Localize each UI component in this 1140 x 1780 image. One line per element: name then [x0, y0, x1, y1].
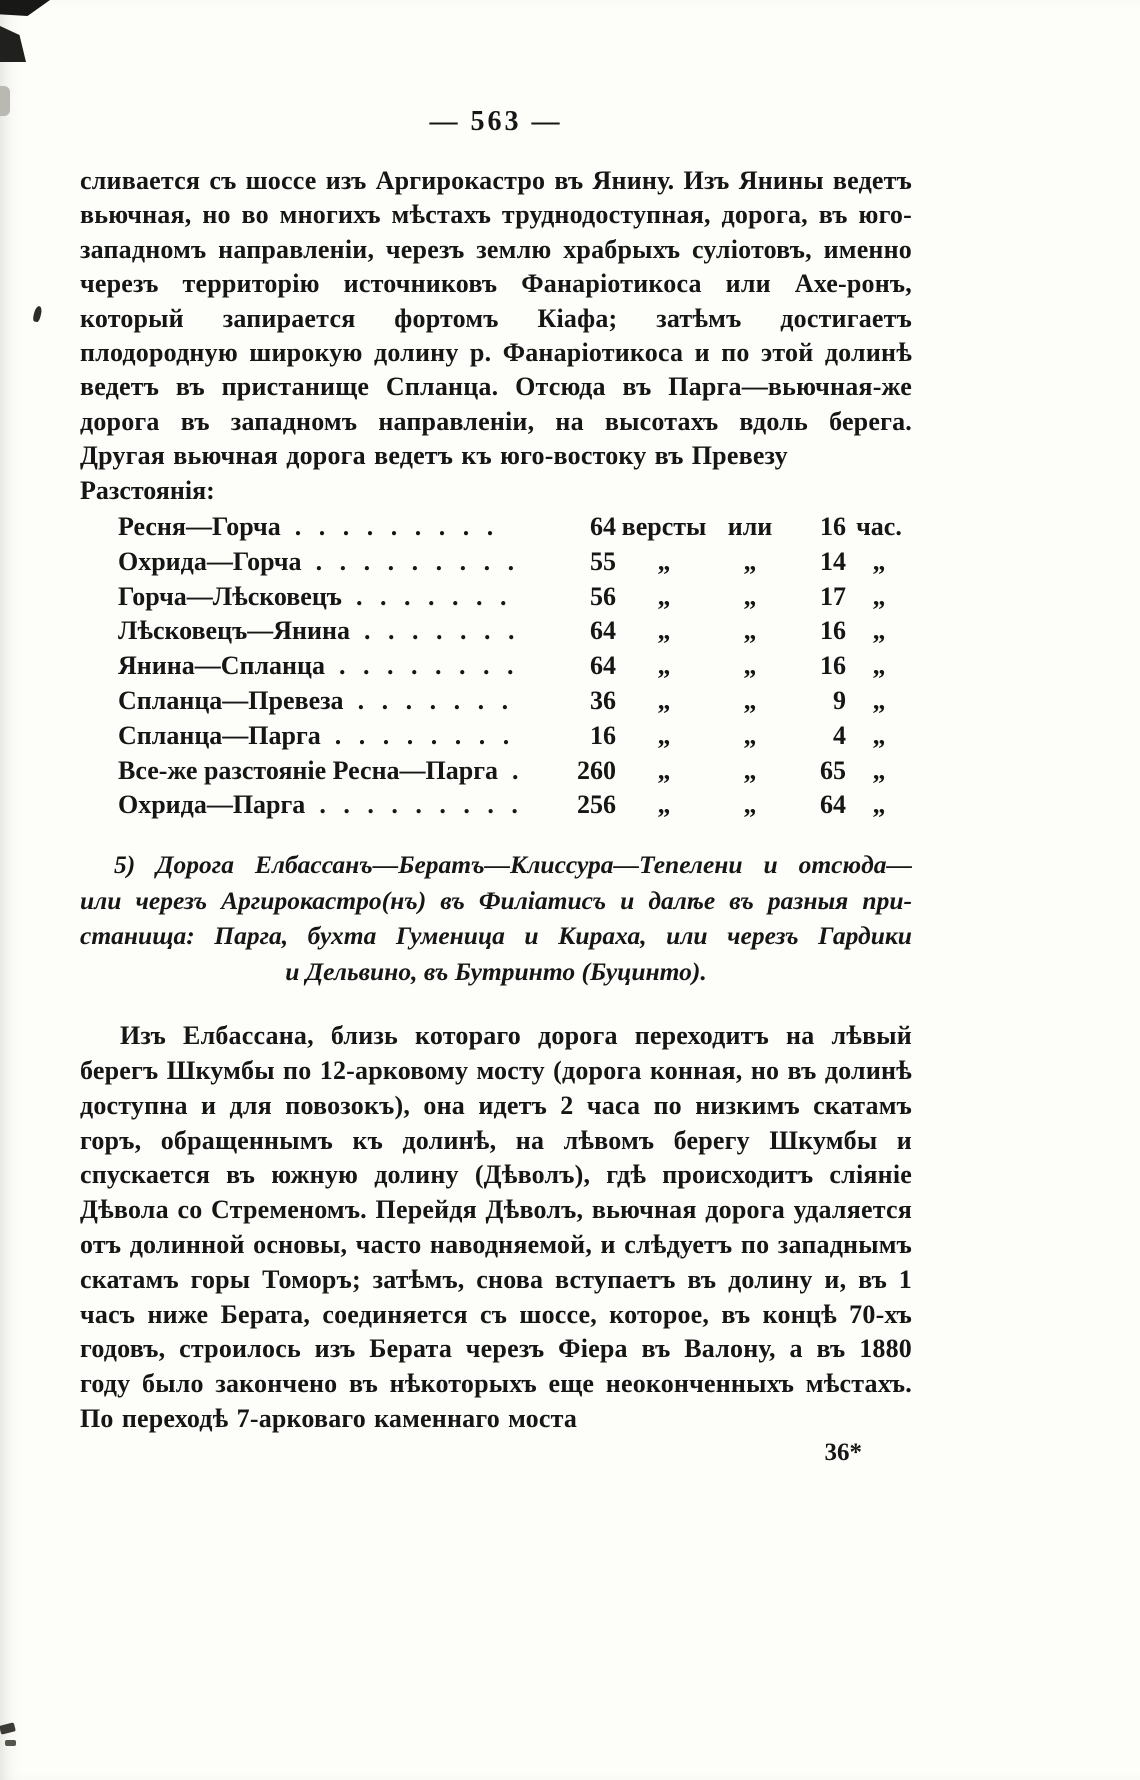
hours-value-cell: 4: [833, 720, 846, 750]
or-ditto-cell: „: [743, 790, 757, 820]
route-cell: Все-же разстояніе Ресна—Парга: [118, 755, 499, 785]
or-ditto-cell: или: [727, 512, 773, 542]
hours-unit-cell: „: [872, 790, 886, 820]
hours-value-cell: 17: [820, 581, 846, 611]
table-row: [118, 614, 912, 649]
hours-unit-cell: „: [872, 755, 886, 785]
table-row: [118, 788, 912, 823]
text-column: [80, 0, 912, 1467]
table-row: [118, 754, 912, 789]
or-ditto-cell: „: [743, 755, 757, 785]
or-ditto-cell: „: [743, 651, 757, 681]
hours-value-cell: 16: [820, 616, 846, 646]
table-row: [118, 510, 912, 545]
paragraph-top: сливается съ шоссе изъ Аргирокастро въ Янину. Изъ Янины ведетъ вьючная, но во многихъ мѣстахъ труднодоступная, дорога, въ юго-западномъ направленіи, черезъ землю храбрыхъ суліотовъ, именно черезъ территорію источниковъ Фанаріотикоса или Ахе-ронъ, который запирается фортомъ Кіафа; затѣмъ достигаетъ плодородную широкую долину р. Фанаріотикоса и по этой долинѣ ведетъ въ пристанище Спланца. Отсюда въ Парга—вьючная-же дорога въ западномъ направленіи, на высотахъ вдоль берега. Другая вьючная дорога ведетъ къ юго-востоку въ Превезу: [80, 166, 912, 471]
scan-artifact-top-left: [0, 0, 50, 16]
hours-value-cell: 64: [820, 790, 846, 820]
route-cell: Охрида—Парга: [118, 790, 306, 820]
versts-value-cell: 260: [577, 755, 616, 785]
route-cell: Лѣсковецъ—Янина: [118, 616, 350, 646]
dot-leader: . . . . . . . .: [339, 651, 515, 681]
scan-mark-left-margin: [32, 305, 43, 322]
hours-unit-cell: „: [872, 720, 886, 750]
table-row: [118, 580, 912, 615]
hours-unit-cell: „: [872, 616, 886, 646]
or-ditto-cell: „: [743, 720, 757, 750]
hours-unit-cell: „: [872, 581, 886, 611]
italic-note: [80, 847, 912, 989]
versts-unit-cell: „: [657, 546, 671, 576]
route-cell: Спланца—Парга: [118, 720, 321, 750]
dot-leader: . . . . . . .: [355, 581, 508, 611]
versts-unit-cell: „: [657, 581, 671, 611]
hours-unit-cell: „: [872, 686, 886, 716]
versts-unit-cell: „: [657, 720, 671, 750]
or-ditto-cell: „: [743, 686, 757, 716]
route-cell: Горча—Лѣсковецъ: [118, 581, 342, 611]
hours-unit-cell: „: [872, 651, 886, 681]
versts-unit-cell: „: [657, 755, 671, 785]
versts-value-cell: 256: [577, 790, 616, 820]
or-ditto-cell: „: [743, 616, 757, 646]
versts-unit-cell: „: [657, 651, 671, 681]
distance-table: [118, 510, 912, 823]
dot-leader: . . . . . . . . .: [319, 790, 519, 820]
versts-value-cell: 64: [590, 651, 616, 681]
versts-value-cell: 56: [590, 581, 616, 611]
table-row: [118, 719, 912, 754]
route-cell: Янина—Спланца: [118, 651, 326, 681]
hours-value-cell: 9: [833, 686, 846, 716]
versts-value-cell: 36: [590, 686, 616, 716]
or-ditto-cell: „: [743, 546, 757, 576]
scan-artifact-top-left-2: [0, 26, 26, 62]
versts-value-cell: 16: [590, 720, 616, 750]
hours-value-cell: 16: [820, 512, 846, 542]
dot-leader: . . . . . . .: [363, 616, 516, 646]
signature-mark: 36*: [824, 1438, 862, 1466]
scan-smudge-left-edge: [0, 86, 10, 116]
paragraph-bottom: Изъ Елбассана, близь котораго дорога переходитъ на лѣвый берегъ Шкумбы по 12-арковому мосту (дорога конная, но въ долинѣ доступна и для повозокъ), она идетъ 2 часа по низкимъ скатамъ горъ, обращеннымъ къ долинѣ, на лѣвомъ берегу Шкумбы и спускается въ южную долину (Дѣволъ), гдѣ происходитъ сліяніе Дѣвола со Стременомъ. Перейдя Дѣволъ, вьючная дорога удаляется отъ долинной основы, часто наводняемой, и слѣдуетъ по западнымъ скатамъ горы Томоръ; затѣмъ, снова вступаетъ въ долину и, въ 1 часъ ниже Берата, соединяется съ шоссе, которое, въ концѣ 70-хъ годовъ, строилось изъ Берата черезъ Фіера въ Валону, а въ 1880 году было закончено въ нѣкоторыхъ еще неоконченныхъ мѣстахъ. По переходѣ 7-арковаго каменнаго моста: [80, 1021, 912, 1433]
italic-note-line: и Дельвино, въ Бутринто (Буцинто).: [285, 956, 707, 986]
hours-value-cell: 16: [820, 651, 846, 681]
versts-unit-cell: „: [657, 790, 671, 820]
table-row: [118, 649, 912, 684]
versts-unit-cell: „: [657, 616, 671, 646]
hours-value-cell: 65: [820, 755, 846, 785]
table-row: [118, 545, 912, 580]
dot-leader: . . . . . . . . .: [294, 512, 495, 542]
scan-artifact-bottom-left-2: [5, 1740, 16, 1746]
hours-unit-cell: час.: [856, 512, 902, 542]
or-ditto-cell: „: [743, 581, 757, 611]
versts-unit-cell: „: [657, 686, 671, 716]
versts-value-cell: 55: [590, 546, 616, 576]
italic-note-line: станища: Парга, бухта Гуменица и Кираха, или черезъ Гардики: [80, 921, 912, 951]
versts-value-cell: 64: [590, 512, 616, 542]
dot-leader: .: [512, 755, 520, 785]
route-cell: Охрида—Горча: [118, 546, 302, 576]
hours-value-cell: 14: [820, 546, 846, 576]
dot-leader: . . . . . . . . .: [315, 546, 516, 576]
italic-note-line: 5) Дорога Елбассанъ—Бератъ—Клиссура—Тепелени и отсюда—: [114, 850, 912, 880]
dot-leader: . . . . . . .: [357, 686, 510, 716]
scan-artifact-bottom-left: [0, 1722, 16, 1734]
versts-unit-cell: версты: [621, 512, 707, 542]
dot-leader: . . . . . . . .: [334, 720, 511, 750]
distances-label: Разстоянія:: [80, 475, 215, 505]
hours-unit-cell: „: [872, 546, 886, 576]
page-number: — 563 —: [429, 106, 563, 137]
route-cell: Спланца—Превеза: [118, 686, 344, 716]
versts-value-cell: 64: [590, 616, 616, 646]
italic-note-line: или черезъ Аргирокастро(нъ) въ Филіатисъ и далѣе въ разныя при-: [80, 885, 912, 915]
route-cell: Ресня—Горча: [118, 512, 281, 542]
table-row: [118, 684, 912, 719]
